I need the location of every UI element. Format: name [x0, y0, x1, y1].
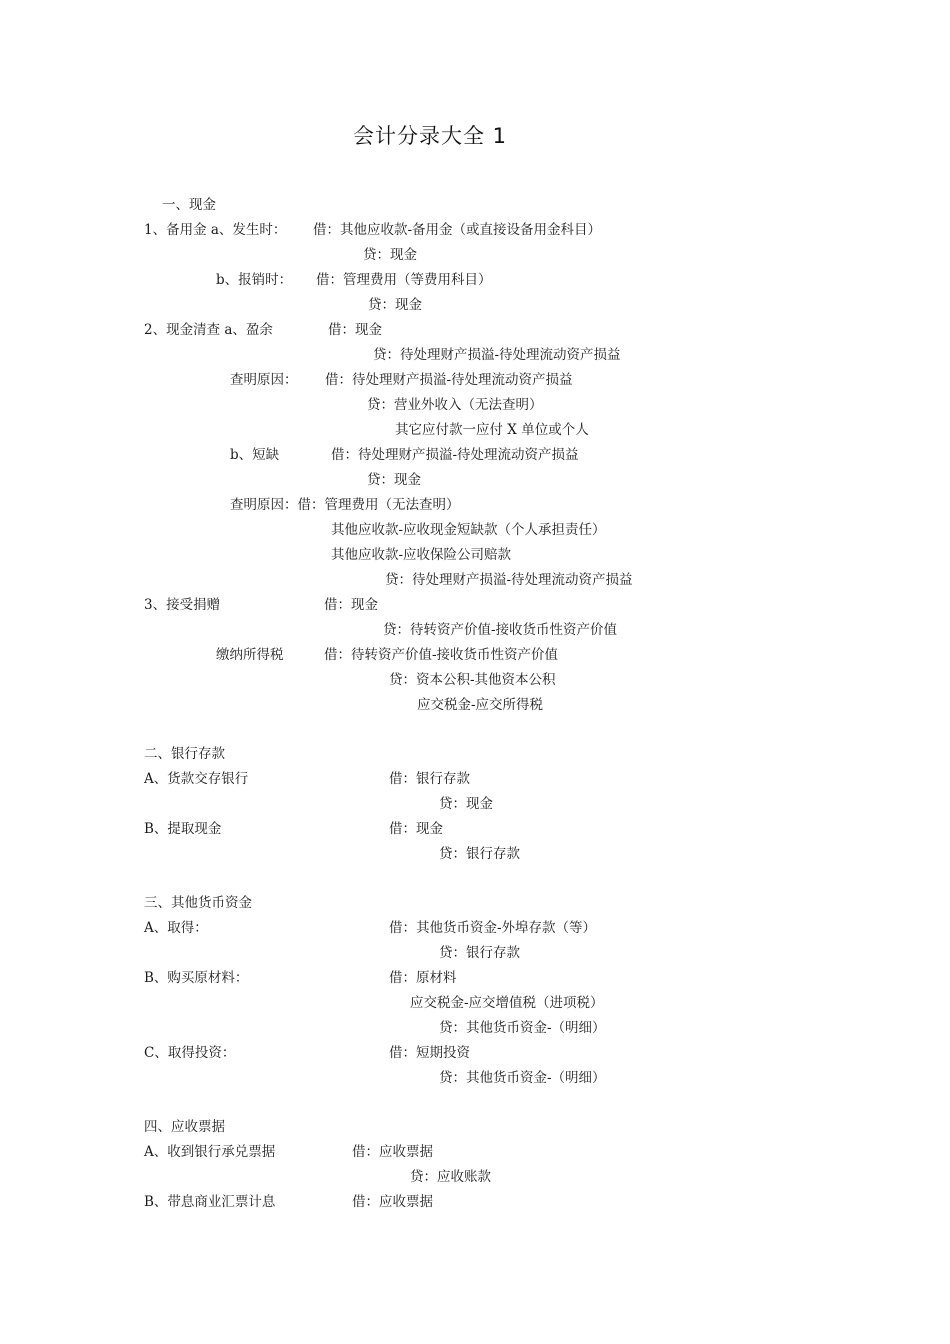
text-line: B、带息商业汇票计息	[144, 1194, 276, 1210]
text-line: B、提取现金	[144, 821, 222, 837]
text-line: 借：其他货币资金-外埠存款（等）	[389, 920, 597, 936]
text-line: 贷：待转资产价值-接收货币性资产价值	[383, 622, 618, 638]
text-line: 其他应收款-应收保险公司赔款	[331, 547, 512, 563]
text-line: 贷：营业外收入（无法查明）	[367, 397, 543, 413]
text-line: 贷：资本公积-其他资本公积	[389, 672, 556, 688]
text-line: 贷：现金	[439, 796, 493, 812]
text-line: 借：原材料	[389, 970, 457, 986]
text-line: 其他应收款-应收现金短缺款（个人承担责任）	[331, 522, 606, 538]
text-line: 应交税金-应交增值税（进项税）	[410, 995, 604, 1011]
text-line: 贷：现金	[363, 247, 417, 263]
text-line: 借：待处理财产损溢-待处理流动资产损益	[331, 447, 579, 463]
text-line: 借：其他应收款-备用金（或直接设备用金科目）	[313, 222, 602, 238]
text-line: 贷：银行存款	[439, 945, 520, 961]
text-line: 1、备用金 a、发生时：	[144, 222, 287, 238]
text-line: 三、其他货币资金	[144, 895, 252, 911]
text-line: 2、现金清查 a、盈余	[144, 322, 273, 338]
text-line: 贷：应收账款	[410, 1169, 491, 1185]
text-line: 借：银行存款	[389, 771, 470, 787]
text-line: 借：现金	[328, 322, 382, 338]
text-line: 借：应收票据	[352, 1194, 433, 1210]
text-line: B、购买原材料：	[144, 970, 249, 986]
text-line: 其它应付款一应付 X 单位或个人	[395, 422, 589, 438]
text-line: 借：现金	[324, 597, 378, 613]
text-line: 贷：待处理财产损溢-待处理流动资产损益	[385, 572, 633, 588]
text-line: 缴纳所得税	[216, 647, 284, 663]
text-line: 借：应收票据	[352, 1144, 433, 1160]
text-line: A、取得：	[144, 920, 208, 936]
text-line: A、收到银行承兑票据	[144, 1144, 276, 1160]
text-line: 借：管理费用（等费用科目）	[316, 272, 492, 288]
text-line: 二、银行存款	[144, 746, 225, 762]
text-line: 贷：其他货币资金-（明细）	[439, 1020, 606, 1036]
text-line: 应交税金-应交所得税	[417, 697, 544, 713]
text-line: 贷：银行存款	[439, 846, 520, 862]
text-line: A、货款交存银行	[144, 771, 249, 787]
text-line: 四、应收票据	[144, 1119, 225, 1135]
text-line: 借：现金	[389, 821, 443, 837]
text-line: 3、接受捐赠	[144, 597, 221, 613]
text-line: b、短缺	[230, 447, 280, 463]
text-line: b、报销时：	[216, 272, 293, 288]
page-title: 会计分录大全 1	[352, 124, 508, 148]
text-line: 查明原因：借：管理费用（无法查明）	[230, 497, 460, 513]
text-line: 贷：其他货币资金-（明细）	[439, 1070, 606, 1086]
text-line: 贷：待处理财产损溢-待处理流动资产损益	[373, 347, 621, 363]
text-line: 借：待转资产价值-接收货币性资产价值	[324, 647, 559, 663]
text-line: 贷：现金	[368, 297, 422, 313]
text-line: 贷：现金	[367, 472, 421, 488]
text-line: C、取得投资：	[144, 1045, 236, 1061]
text-line: 借：短期投资	[389, 1045, 470, 1061]
text-line: 一、现金	[162, 197, 216, 213]
text-line: 查明原因：	[230, 372, 298, 388]
text-line: 借：待处理财产损溢-待处理流动资产损益	[325, 372, 573, 388]
